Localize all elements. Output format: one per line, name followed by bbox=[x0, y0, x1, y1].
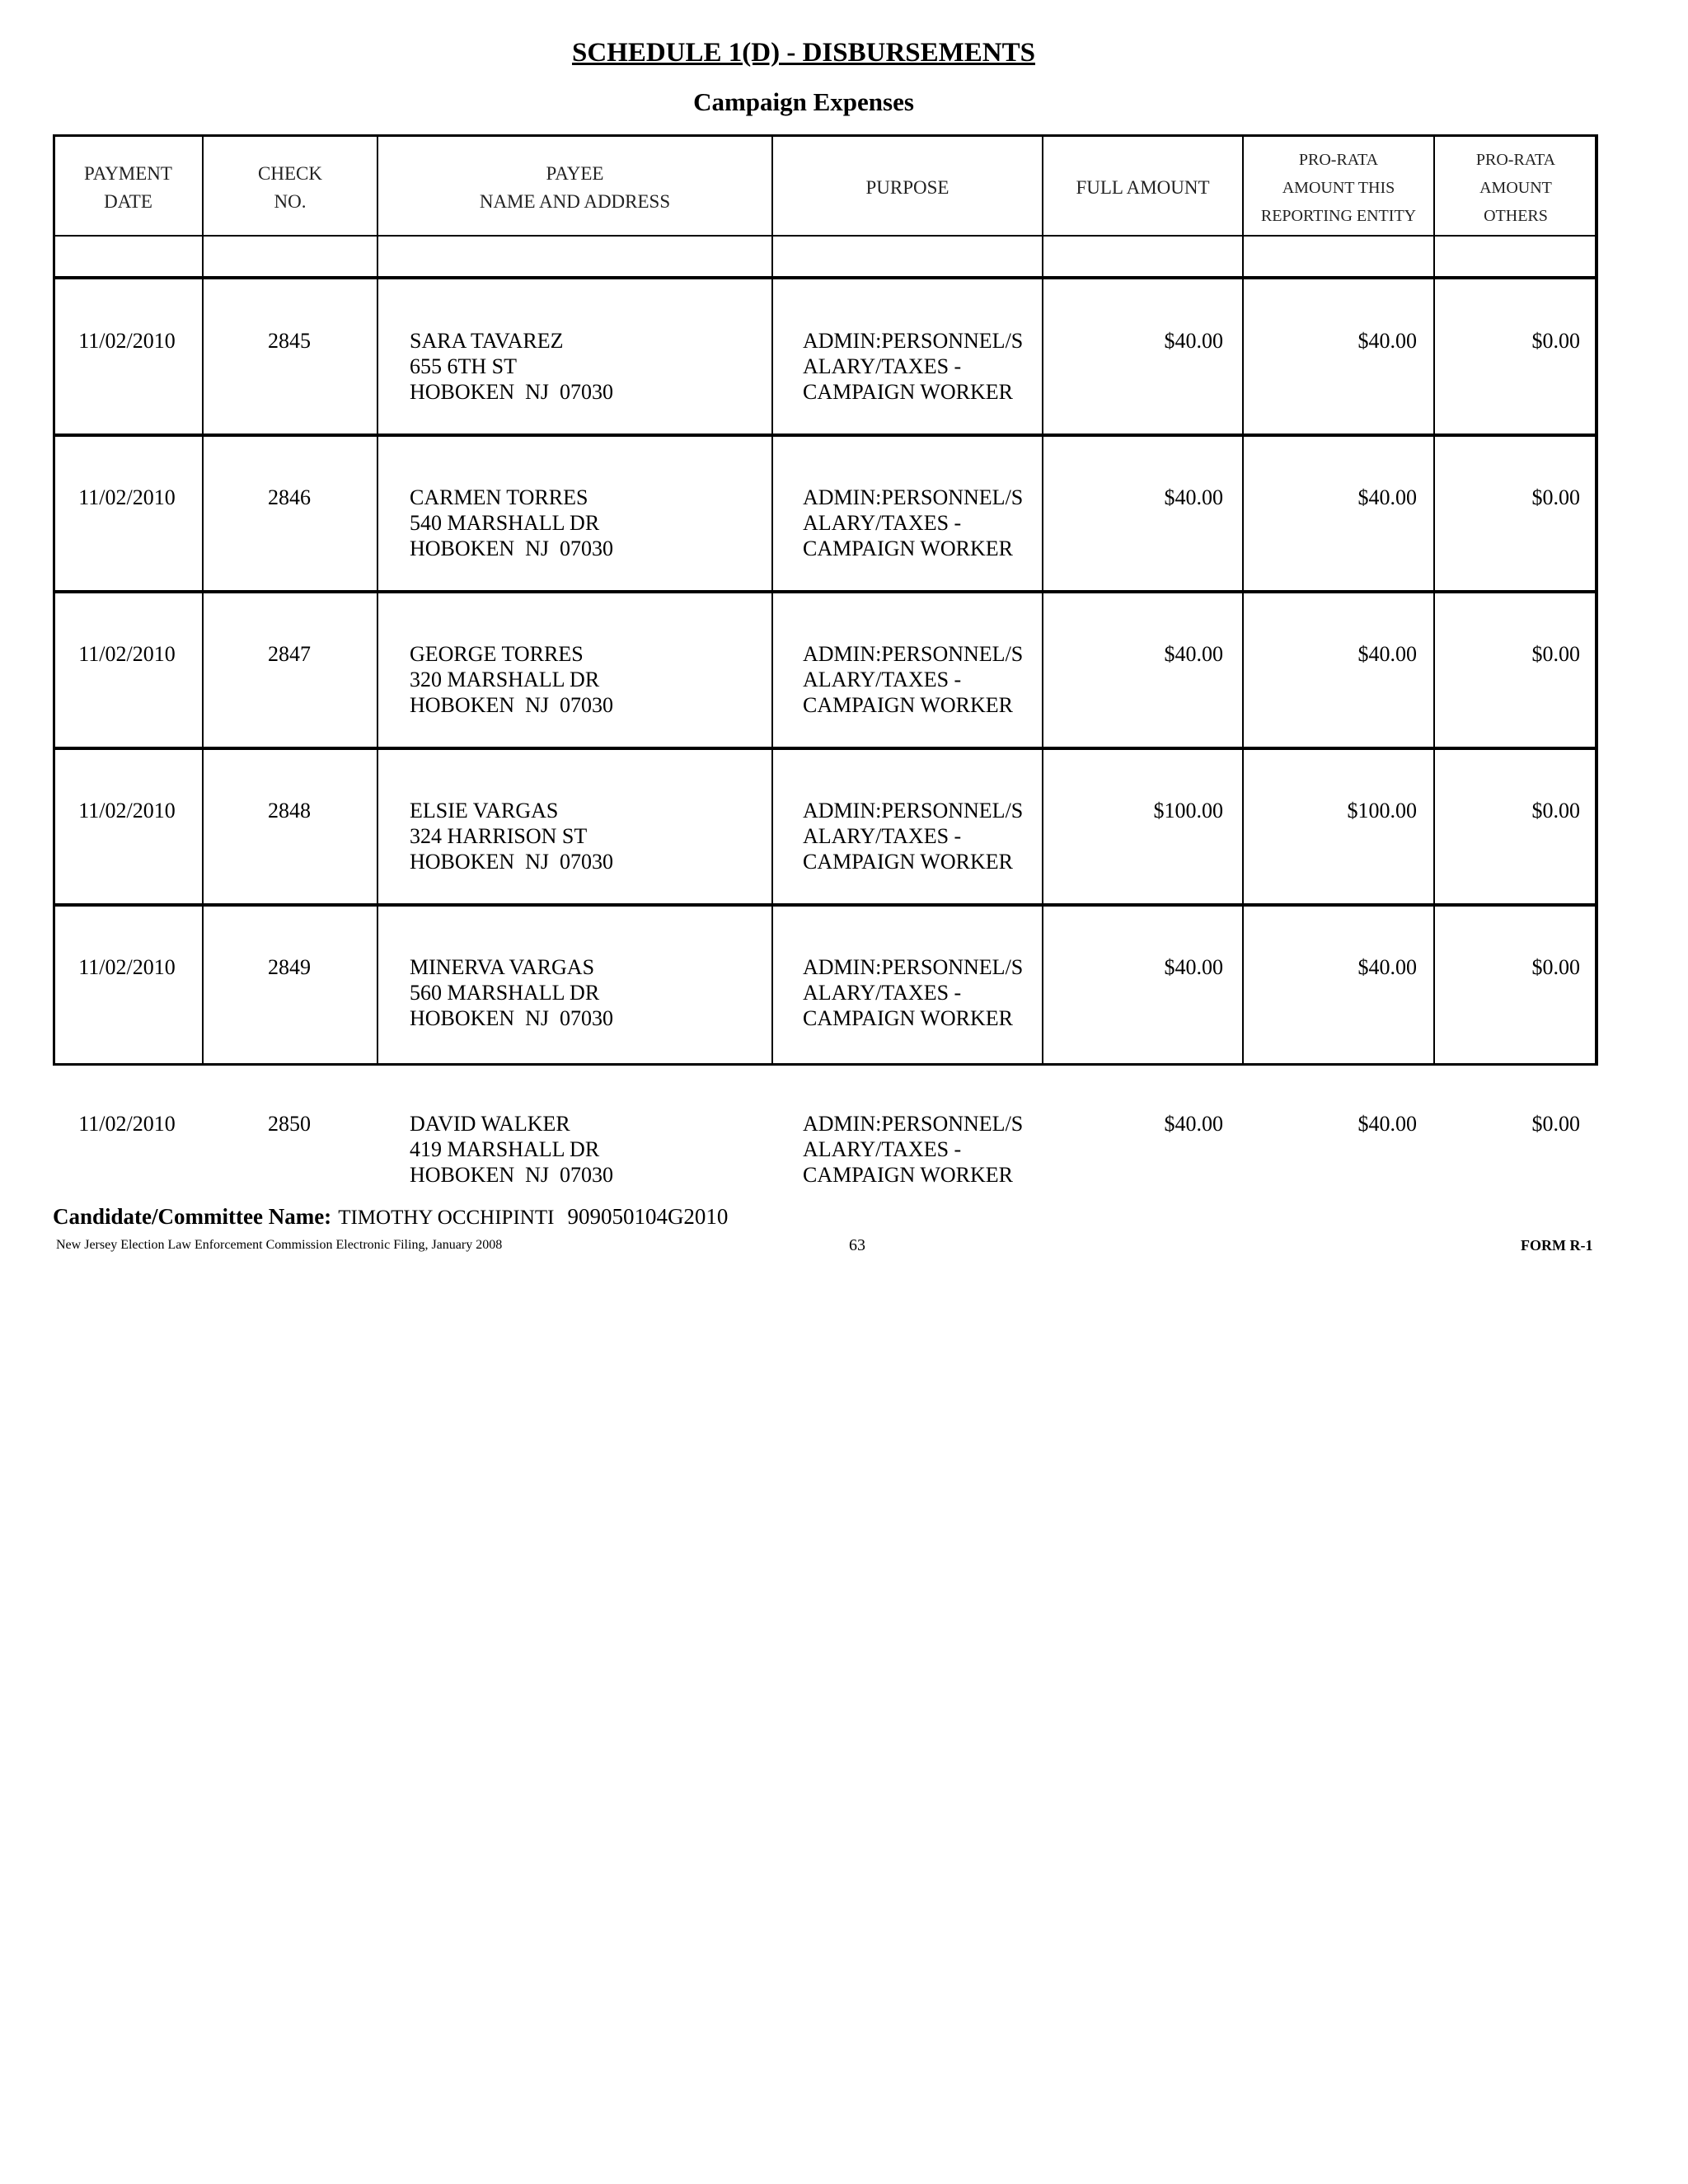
page-number: 63 bbox=[849, 1236, 865, 1254]
check-number-cell bbox=[202, 954, 377, 980]
header-prorata-entity: PRO-RATA AMOUNT THIS REPORTING ENTITY bbox=[1260, 150, 1417, 225]
payee-cell-line: 560 MARSHALL DR bbox=[410, 981, 600, 1005]
header-payee: PAYEE NAME AND ADDRESS bbox=[479, 162, 671, 212]
payment-date-cell-line: 11/02/2010 bbox=[78, 642, 176, 666]
purpose-cell-line: CAMPAIGN WORKER bbox=[803, 850, 1013, 874]
prorata-others-cell bbox=[1435, 798, 1580, 823]
prorata-others-cell bbox=[1435, 954, 1580, 980]
header-divider bbox=[53, 235, 1598, 237]
column-divider bbox=[1433, 134, 1435, 1066]
full-amount-cell bbox=[1043, 485, 1223, 510]
check-number-cell-line: 2847 bbox=[268, 642, 311, 666]
payment-date-cell bbox=[53, 954, 201, 980]
payee-cell-line: SARA TAVAREZ bbox=[410, 329, 564, 353]
payment-date-cell-line: 11/02/2010 bbox=[78, 955, 176, 979]
purpose-cell bbox=[803, 1111, 1023, 1188]
purpose-cell-line: CAMPAIGN WORKER bbox=[803, 1006, 1013, 1030]
prorata-others-cell-line: $0.00 bbox=[1531, 955, 1580, 979]
payee-cell-line: HOBOKEN NJ 07030 bbox=[410, 693, 613, 717]
payment-date-cell bbox=[53, 1111, 201, 1137]
purpose-cell-line: ALARY/TAXES - bbox=[803, 824, 962, 848]
check-number-cell bbox=[202, 485, 377, 510]
payee-cell-line: 655 6TH ST bbox=[410, 354, 517, 378]
payment-date-cell-line: 11/02/2010 bbox=[78, 799, 176, 823]
full-amount-cell-line: $100.00 bbox=[1153, 799, 1223, 823]
payee-cell-line: HOBOKEN NJ 07030 bbox=[410, 1006, 613, 1030]
payment-date-cell bbox=[53, 641, 201, 667]
check-number-cell-line: 2848 bbox=[268, 799, 311, 823]
payee-cell bbox=[410, 328, 613, 405]
purpose-cell-line: CAMPAIGN WORKER bbox=[803, 1163, 1013, 1187]
purpose-cell-line: ADMIN:PERSONNEL/S bbox=[803, 485, 1024, 509]
payee-cell-line: 320 MARSHALL DR bbox=[410, 668, 600, 691]
page-subtitle: Campaign Expenses bbox=[693, 87, 914, 116]
purpose-cell-line: ALARY/TAXES - bbox=[803, 668, 962, 691]
row-divider bbox=[53, 747, 1598, 750]
prorata-entity-cell-line: $40.00 bbox=[1357, 485, 1417, 509]
empty-row-divider bbox=[53, 276, 1598, 279]
payee-cell-line: 324 HARRISON ST bbox=[410, 824, 588, 848]
column-divider bbox=[1242, 134, 1244, 1066]
row-divider bbox=[53, 903, 1598, 907]
payee-cell-line: 419 MARSHALL DR bbox=[410, 1137, 600, 1161]
payee-cell bbox=[410, 1111, 613, 1188]
check-number-cell bbox=[202, 798, 377, 823]
check-number-cell bbox=[202, 1111, 377, 1137]
row-divider bbox=[53, 590, 1598, 593]
full-amount-cell-line: $40.00 bbox=[1164, 955, 1223, 979]
payee-cell-line: ELSIE VARGAS bbox=[410, 799, 559, 823]
header-full-amount: FULL AMOUNT bbox=[1076, 176, 1210, 198]
page-title: SCHEDULE 1(D) - DISBURSEMENTS bbox=[571, 38, 1035, 68]
prorata-entity-cell-line: $40.00 bbox=[1357, 1112, 1417, 1136]
header-purpose: PURPOSE bbox=[865, 176, 950, 198]
full-amount-cell-line: $40.00 bbox=[1164, 1112, 1223, 1136]
payment-date-cell bbox=[53, 798, 201, 823]
prorata-others-cell-line: $0.00 bbox=[1531, 799, 1580, 823]
purpose-cell-line: ALARY/TAXES - bbox=[803, 1137, 962, 1161]
full-amount-cell bbox=[1043, 328, 1223, 354]
payee-cell bbox=[410, 641, 613, 718]
payee-cell-line: HOBOKEN NJ 07030 bbox=[410, 850, 613, 874]
prorata-others-cell-line: $0.00 bbox=[1531, 329, 1580, 353]
committee-line bbox=[53, 1204, 728, 1230]
payee-cell-line: HOBOKEN NJ 07030 bbox=[410, 537, 613, 560]
purpose-cell bbox=[803, 485, 1023, 561]
prorata-others-cell bbox=[1435, 328, 1580, 354]
purpose-cell-line: ALARY/TAXES - bbox=[803, 981, 962, 1005]
disbursements-table bbox=[53, 134, 1598, 1066]
payment-date-cell bbox=[53, 328, 201, 354]
purpose-cell-line: CAMPAIGN WORKER bbox=[803, 380, 1013, 404]
full-amount-cell bbox=[1043, 1111, 1223, 1137]
prorata-others-cell bbox=[1435, 1111, 1580, 1137]
check-number-cell bbox=[202, 641, 377, 667]
column-divider bbox=[771, 134, 773, 1066]
column-divider bbox=[1042, 134, 1043, 1066]
full-amount-cell bbox=[1043, 798, 1223, 823]
payee-cell bbox=[410, 485, 613, 561]
prorata-others-cell-line: $0.00 bbox=[1531, 485, 1580, 509]
payee-cell-line: HOBOKEN NJ 07030 bbox=[410, 1163, 613, 1187]
payee-cell-line: HOBOKEN NJ 07030 bbox=[410, 380, 613, 404]
prorata-entity-cell bbox=[1244, 798, 1417, 823]
purpose-cell-line: ADMIN:PERSONNEL/S bbox=[803, 642, 1024, 666]
payment-date-cell-line: 11/02/2010 bbox=[78, 329, 176, 353]
purpose-cell-line: ADMIN:PERSONNEL/S bbox=[803, 955, 1024, 979]
prorata-others-cell bbox=[1435, 641, 1580, 667]
check-number-cell-line: 2846 bbox=[268, 485, 311, 509]
check-number-cell bbox=[202, 328, 377, 354]
full-amount-cell-line: $40.00 bbox=[1164, 485, 1223, 509]
full-amount-cell bbox=[1043, 641, 1223, 667]
prorata-others-cell bbox=[1435, 485, 1580, 510]
payee-cell bbox=[410, 798, 613, 874]
purpose-cell bbox=[803, 954, 1023, 1031]
check-number-cell-line: 2850 bbox=[268, 1112, 311, 1136]
purpose-cell-line: ADMIN:PERSONNEL/S bbox=[803, 799, 1024, 823]
prorata-others-cell-line: $0.00 bbox=[1531, 642, 1580, 666]
full-amount-cell-line: $40.00 bbox=[1164, 329, 1223, 353]
purpose-cell bbox=[803, 328, 1023, 405]
header-check-no: CHECK NO. bbox=[258, 162, 322, 212]
purpose-cell bbox=[803, 798, 1023, 874]
purpose-cell bbox=[803, 641, 1023, 718]
purpose-cell-line: CAMPAIGN WORKER bbox=[803, 693, 1013, 717]
column-divider bbox=[377, 134, 378, 1066]
form-id: FORM R-1 bbox=[1521, 1237, 1593, 1254]
purpose-cell-line: ALARY/TAXES - bbox=[803, 354, 962, 378]
header-prorata-others: PRO-RATA AMOUNT OTHERS bbox=[1475, 150, 1556, 225]
check-number-cell-line: 2849 bbox=[268, 955, 311, 979]
check-number-cell-line: 2845 bbox=[268, 329, 311, 353]
prorata-others-cell-line: $0.00 bbox=[1531, 1112, 1580, 1136]
purpose-cell-line: ADMIN:PERSONNEL/S bbox=[803, 1112, 1024, 1136]
payee-cell-line: CARMEN TORRES bbox=[410, 485, 588, 509]
payee-cell-line: DAVID WALKER bbox=[410, 1112, 570, 1136]
header-payment-date: PAYMENT DATE bbox=[84, 162, 172, 212]
row-divider bbox=[53, 434, 1598, 437]
column-divider bbox=[202, 134, 204, 1066]
full-amount-cell-line: $40.00 bbox=[1164, 642, 1223, 666]
prorata-entity-cell bbox=[1244, 641, 1417, 667]
payment-date-cell-line: 11/02/2010 bbox=[78, 1112, 176, 1136]
prorata-entity-cell-line: $40.00 bbox=[1357, 955, 1417, 979]
prorata-entity-cell-line: $40.00 bbox=[1357, 329, 1417, 353]
committee-name: TIMOTHY OCCHIPINTI bbox=[338, 1207, 555, 1229]
prorata-entity-cell-line: $40.00 bbox=[1357, 642, 1417, 666]
payee-cell-line: GEORGE TORRES bbox=[410, 642, 584, 666]
purpose-cell-line: CAMPAIGN WORKER bbox=[803, 537, 1013, 560]
payee-cell bbox=[410, 954, 613, 1031]
payee-cell-line: 540 MARSHALL DR bbox=[410, 511, 600, 535]
prorata-entity-cell bbox=[1244, 1111, 1417, 1137]
prorata-entity-cell bbox=[1244, 485, 1417, 510]
payment-date-cell bbox=[53, 485, 201, 510]
committee-label: Candidate/Committee Name: bbox=[53, 1204, 332, 1229]
prorata-entity-cell bbox=[1244, 328, 1417, 354]
prorata-entity-cell-line: $100.00 bbox=[1347, 799, 1417, 823]
purpose-cell-line: ADMIN:PERSONNEL/S bbox=[803, 329, 1024, 353]
footer-agency: New Jersey Election Law Enforcement Commission Electronic Filing, January 2008 bbox=[56, 1238, 503, 1252]
prorata-entity-cell bbox=[1244, 954, 1417, 980]
payee-cell-line: MINERVA VARGAS bbox=[410, 955, 595, 979]
committee-id: 909050104G2010 bbox=[567, 1204, 729, 1229]
full-amount-cell bbox=[1043, 954, 1223, 980]
payment-date-cell-line: 11/02/2010 bbox=[78, 485, 176, 509]
purpose-cell-line: ALARY/TAXES - bbox=[803, 511, 962, 535]
